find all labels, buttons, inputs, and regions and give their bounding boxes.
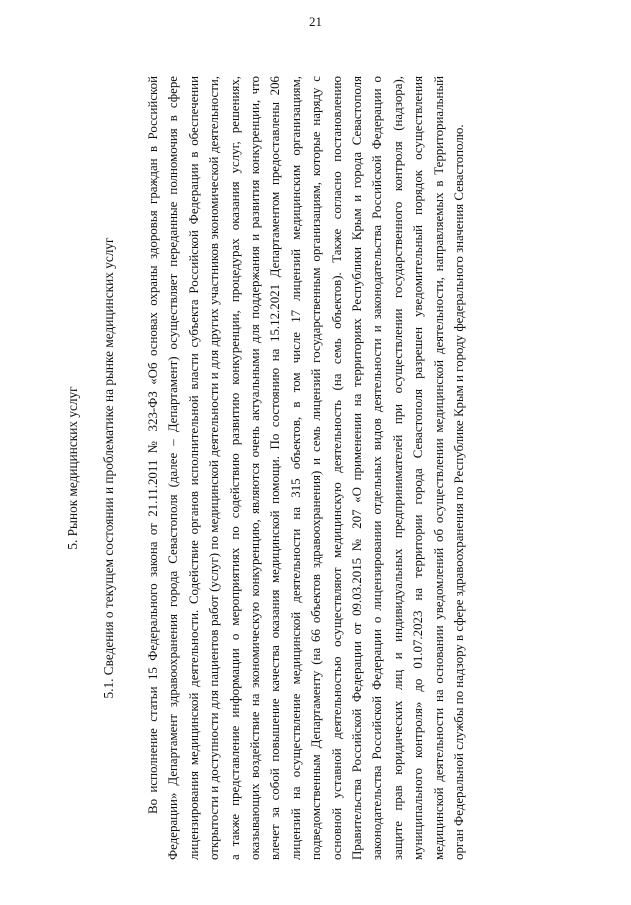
rotated-content [65,68,565,868]
page-number: 21 [309,14,322,29]
body-paragraph: Во исполнение статьи 15 Федерального закона от 21.11.2011 № 323-ФЗ «Об основах охраны здоровья граждан в Российской Федерации» Департамент здравоохранения города Севастополя (далее – Департамент) осуществляет переданные полномочия в сфере лицензирования медицинской деятельности. Содействие органов исполнительной власти субъекта Российской Федерации в обеспечении открытости и доступности для пациентов работ (услуг) по медицинской деятельности и для других участников экономической деятельности, а также представление информации о мероприятиях по содействию развитию конкуренции, процедурах оказания услуг, решениях, оказывающих воздействие на экономическую конкуренцию, являются очень актуальными для поддержания и развития конкуренции, что влечет за собой повышение качества оказания медицинской помощи. По состоянию на 15.12.2021 Департаментом предоставлены 206 лицензий на осуществление медицинской деятельности на 315 объектов, в том числе 17 лицензий медицинским организациям, подведомственным Департаменту (на 66 объектов здравоохранения) и семь лицензий государственным организациям, которые наряду с основной уставной деятельностью осуществляют медицинскую деятельность (на семь объектов). Также согласно постановлению Правительства Российской Федерации от 09.03.2015 № 207 «О применении на территориях Республики Крым и города Севастополя законодательства Российской Федерации о лицензировании отдельных видов деятельности и законодательства Российской Федерации о защите прав юридических лиц и индивидуальных предпринимателей при осуществлении государственного контроля (надзора), муниципального контроля» до 01.07.2023 на территории города Севастополя разрешен уведомительный порядок осуществления медицинской деятельности на основании уведомлений об осуществлении медицинской деятельности, направляемых в Территориальный орган Федеральной службы по надзору в сфере здравоохранения по Республике Крым и городу федерального значения Севастополю. [146,76,467,860]
subsection-title: 5.1. Сведения о текущем состоянии и проблематике на рынке медицинских услуг [101,237,116,699]
section-title: 5. Рынок медицинских услуг [65,386,80,550]
